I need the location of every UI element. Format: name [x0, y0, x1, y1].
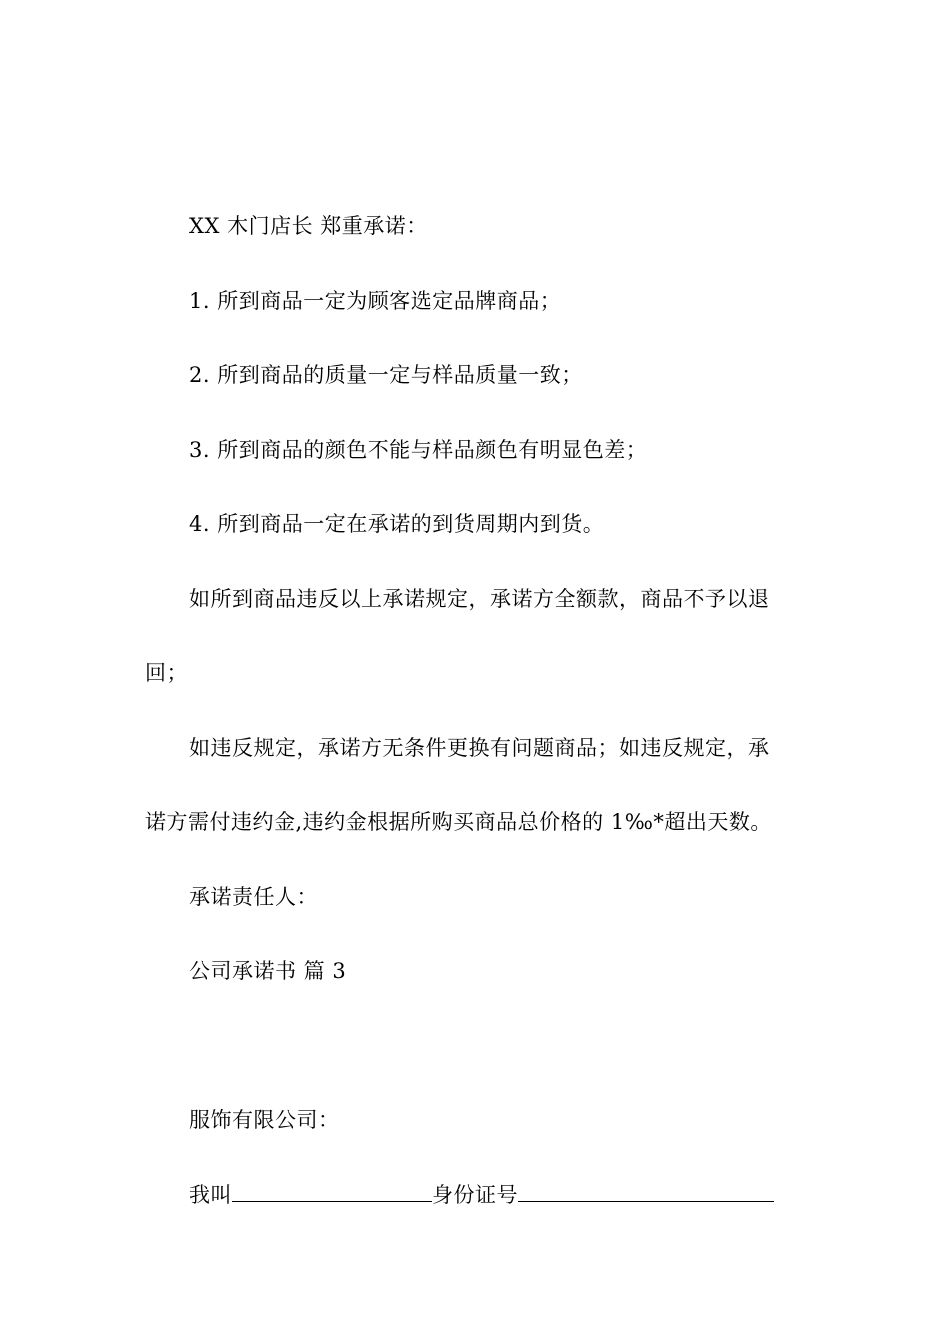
violation-clause-line-2: 回；: [145, 661, 188, 685]
addressee: 服饰有限公司：: [189, 1108, 340, 1132]
name-label: 我叫: [189, 1183, 232, 1207]
responsible-person-label: 承诺责任人：: [189, 885, 318, 909]
name-blank[interactable]: [232, 1181, 432, 1202]
violation-clause-line-1: 如所到商品违反以上承诺规定，承诺方全额款，商品不予以退: [189, 587, 770, 611]
name-id-fill-line: [189, 1181, 774, 1209]
penalty-clause-line-1: 如违反规定，承诺方无条件更换有问题商品；如违反规定，承: [189, 736, 770, 760]
promise-item-4: 4. 所到商品一定在承诺的到货周期内到货。: [189, 512, 605, 536]
section-title: 公司承诺书 篇 3: [189, 959, 347, 983]
promise-item-1: 1. 所到商品一定为顾客选定品牌商品；: [189, 289, 562, 313]
penalty-clause-line-2: 诺方需付违约金,违约金根据所购买商品总价格的 1‰*超出天数。: [145, 810, 772, 834]
id-number-label: 身份证号: [432, 1183, 518, 1207]
promise-item-2: 2. 所到商品的质量一定与样品质量一致；: [189, 363, 583, 387]
promise-heading: XX 木门店长 郑重承诺：: [189, 214, 428, 238]
id-number-blank[interactable]: [518, 1181, 774, 1202]
promise-item-3: 3. 所到商品的颜色不能与样品颜色有明显色差；: [189, 438, 648, 462]
